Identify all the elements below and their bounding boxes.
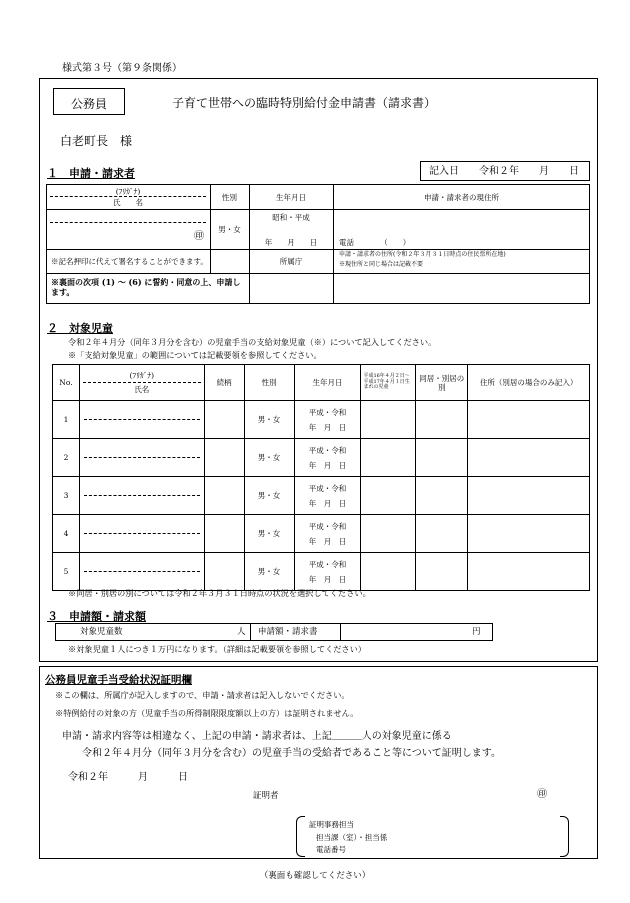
section3-heading: ３ 申請額・請求額: [47, 610, 146, 623]
phone-field[interactable]: 電話 （ ）: [339, 238, 411, 247]
row-dob-ymd: 年 月 日: [308, 498, 347, 508]
col-born-range: 平成16年４月２日〜平成17年４月１日生まれの児童: [361, 365, 416, 401]
row-born-range[interactable]: [361, 439, 416, 477]
address-label: 申請・請求者の現住所: [424, 193, 499, 202]
gender-label: 性別: [222, 193, 237, 202]
entry-date-box[interactable]: [420, 161, 590, 181]
cert-body-2: 令和２年４月分（同年３月分を含む）の児童手当の受給者であること等について証明します。: [82, 748, 501, 759]
gender-choice[interactable]: 男・女: [218, 225, 241, 234]
table-row: [53, 401, 590, 439]
row-dob[interactable]: [294, 439, 361, 477]
seal-note: ※記名押印に代えて署名することができます。: [51, 257, 208, 266]
row-name[interactable]: [79, 553, 204, 591]
row-address[interactable]: [468, 439, 590, 477]
address-note-1: 申請・請求者の住所(令和２年３月３１日時点の住民票所在地): [339, 251, 506, 258]
col-gender: 性別: [244, 365, 294, 401]
seal-mark: ㊞: [194, 231, 204, 242]
row-dob[interactable]: [294, 477, 361, 515]
row-name[interactable]: [79, 439, 204, 477]
row-address[interactable]: [468, 477, 590, 515]
name-furigana-field[interactable]: [50, 222, 206, 223]
entry-date: 記入日 令和２年 月 日: [429, 166, 579, 177]
amount-label: 申請額・請求書: [258, 627, 318, 637]
row-dob-era: 平成・令和: [308, 521, 347, 531]
cert-heading: 公務員児童手当受給状況証明欄: [45, 674, 192, 686]
row-address[interactable]: [468, 515, 590, 553]
row-dob-ymd: 年 月 日: [308, 422, 347, 432]
page-title: 子育て世帯への臨時特別給付金申請書（請求書）: [172, 96, 437, 110]
contact-dept[interactable]: 担当課（室）・担当係: [316, 833, 388, 842]
agreement-note: ※裏面の次項 (1) 〜 (6) に誓約・同意の上、申請します。: [51, 277, 241, 297]
cert-date[interactable]: 令和２年 月 日: [68, 772, 188, 783]
col-no: No.: [53, 365, 80, 401]
row-gender[interactable]: 男・女: [244, 477, 294, 515]
furigana-label: (ﾌﾘｶﾞﾅ): [115, 187, 141, 196]
cert-note-1: ※この欄は、所属庁が記入しますので、申請・請求者は記入しないでください。: [55, 690, 350, 700]
row-cohabit[interactable]: [416, 439, 468, 477]
col-address: 住所（別居の場合のみ記入）: [468, 365, 590, 401]
row-no: 4: [53, 515, 80, 553]
row-no: 1: [53, 401, 80, 439]
dob-label: 生年月日: [276, 193, 306, 202]
row-dob-era: 平成・令和: [308, 559, 347, 569]
addressee: 白老町長 様: [60, 134, 133, 148]
col-cohabit: 同居・別居の別: [416, 365, 468, 401]
footer-note: （裏面も確認してください）: [259, 871, 371, 881]
name-label: 氏 名: [113, 198, 143, 207]
badge: 公務員: [70, 97, 107, 111]
row-dob[interactable]: [294, 515, 361, 553]
dob-era[interactable]: 昭和・平成: [272, 213, 310, 222]
row-no: 2: [53, 439, 80, 477]
table-row: [53, 553, 590, 591]
row-cohabit[interactable]: [416, 477, 468, 515]
count-unit[interactable]: 人: [237, 627, 246, 637]
col-furigana: (ﾌﾘｶﾞﾅ): [129, 371, 155, 380]
row-cohabit[interactable]: [416, 515, 468, 553]
contact-title: 証明事務担当: [309, 820, 354, 829]
row-born-range[interactable]: [361, 477, 416, 515]
col-dob: 生年月日: [294, 365, 361, 401]
row-no: 5: [53, 553, 80, 591]
row-dob-era: 平成・令和: [308, 483, 347, 493]
row-relation[interactable]: [204, 553, 244, 591]
row-relation[interactable]: [204, 515, 244, 553]
row-cohabit[interactable]: [416, 401, 468, 439]
row-born-range[interactable]: [361, 553, 416, 591]
row-dob[interactable]: [294, 553, 361, 591]
row-gender[interactable]: 男・女: [244, 553, 294, 591]
contact-phone[interactable]: 電話番号: [316, 845, 346, 854]
table-row: [53, 515, 590, 553]
office-label: 所属庁: [279, 257, 303, 266]
row-born-range[interactable]: [361, 515, 416, 553]
col-relation: 続柄: [204, 365, 244, 401]
badge-box: [53, 88, 125, 115]
row-born-range[interactable]: [361, 401, 416, 439]
count-label: 対象児童数: [80, 627, 123, 637]
form-number: 様式第３号（第９条関係）: [62, 63, 182, 74]
row-address[interactable]: [468, 553, 590, 591]
col-name: 氏名: [134, 385, 150, 394]
amount-unit[interactable]: 円: [472, 627, 481, 637]
row-relation[interactable]: [204, 401, 244, 439]
row-relation[interactable]: [204, 477, 244, 515]
table-row: [53, 439, 590, 477]
section1-heading: １ 申請・請求者: [47, 167, 135, 180]
row-gender[interactable]: 男・女: [244, 515, 294, 553]
section2-intro-2: ※「支給対象児童」の範囲については記載要領を参照してください。: [68, 350, 322, 360]
row-name[interactable]: [79, 515, 204, 553]
certifier-seal: ㊞: [537, 789, 547, 800]
row-relation[interactable]: [204, 439, 244, 477]
row-dob-ymd: 年 月 日: [308, 536, 347, 546]
row-dob-ymd: 年 月 日: [308, 460, 347, 470]
address-note-2: ※現住所と同じ場合は記載不要: [339, 261, 424, 268]
row-gender[interactable]: 男・女: [244, 439, 294, 477]
row-dob[interactable]: [294, 401, 361, 439]
row-no: 3: [53, 477, 80, 515]
row-dob-era: 平成・令和: [308, 445, 347, 455]
row-dob-era: 平成・令和: [308, 407, 347, 417]
row-name[interactable]: [79, 401, 204, 439]
row-address[interactable]: [468, 401, 590, 439]
row-name[interactable]: [79, 477, 204, 515]
row-dob-ymd: 年 月 日: [308, 574, 347, 584]
dob-ymd[interactable]: 年 月 日: [264, 238, 318, 247]
section2-note: ※同居・別居の別については令和２年３月３１日時点の状況を選択してください。: [68, 588, 371, 598]
row-gender[interactable]: 男・女: [244, 401, 294, 439]
cert-note-2: ※特例給付の対象の方（児童手当の所得制限限度額以上の方）は証明されません。: [55, 708, 359, 718]
children-table: [52, 364, 590, 591]
table-row: [53, 477, 590, 515]
row-cohabit[interactable]: [416, 553, 468, 591]
section2-heading: ２ 対象児童: [47, 322, 113, 335]
section2-intro-1: 令和２年４月分（同年３月分を含む）の児童手当の支給対象児童（※）について記入してください。: [68, 337, 437, 347]
section3-note: ※対象児童１人につき１万円になります。（詳細は記載要領を参照してください）: [68, 644, 367, 654]
cert-body-1: 申請・請求内容等は相違なく、上記の申請・請求者は、上記＿＿＿人の対象児童に係る: [62, 731, 452, 742]
certifier-label: 証明者: [253, 791, 279, 801]
